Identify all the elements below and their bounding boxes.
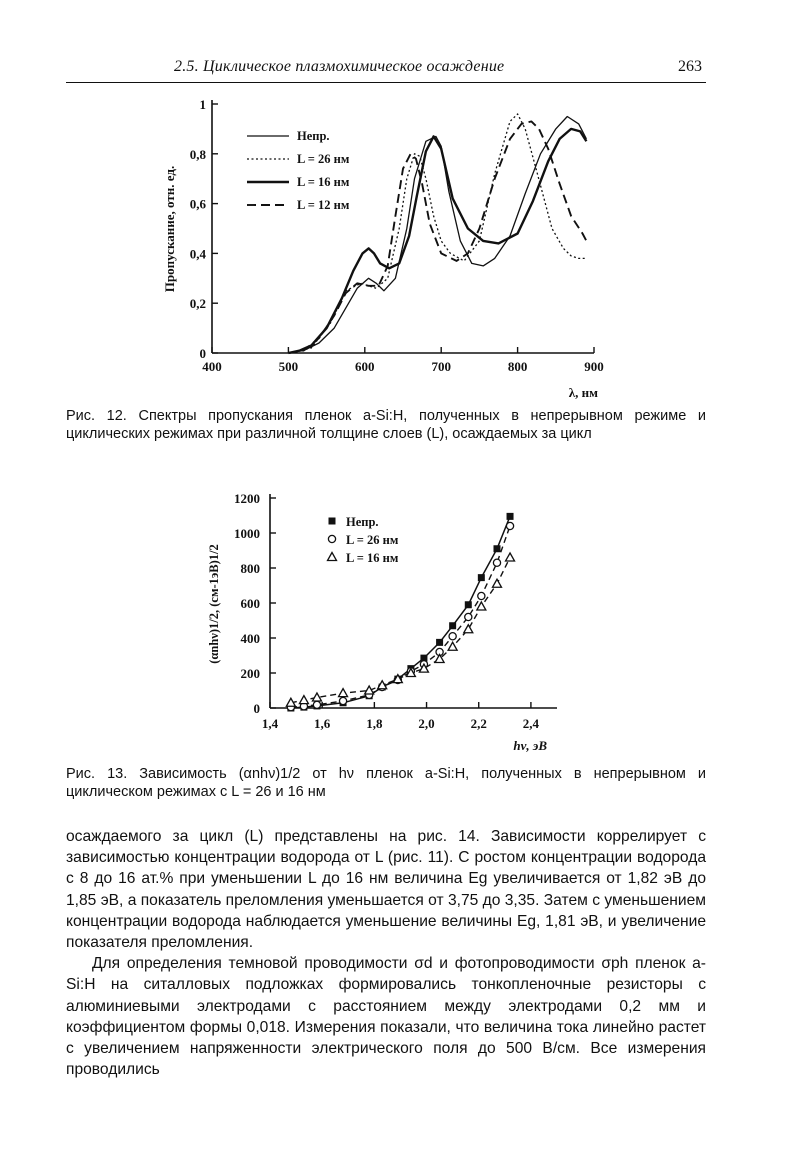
- y-tick-label: 600: [240, 596, 260, 611]
- x-axis-label: hν, эВ: [513, 738, 547, 753]
- legend-label-3: L = 16 нм: [297, 175, 350, 189]
- y-tick-label: 0,6: [189, 196, 206, 212]
- marker-l16: [477, 602, 486, 610]
- marker-l26: [339, 697, 346, 704]
- y-tick-label: 1: [199, 97, 206, 112]
- x-tick-label: 2,4: [522, 716, 540, 731]
- marker-nepr: [436, 639, 443, 646]
- x-axis-label: λ, нм: [568, 385, 598, 400]
- x-tick-label: 1,8: [366, 716, 383, 731]
- y-tick-label: 200: [240, 666, 260, 681]
- x-tick-label: 1,4: [261, 716, 279, 731]
- marker-l16: [365, 686, 374, 694]
- paragraph-1: осаждаемого за цикл (L) представлены на рис. 14. Зависимости коррелирует с зависимостью концентрации водорода от L (рис. 11). С ростом концентрации водорода с 8 до 16 ат.% при уменьшении L до 16 нм величина Eg увеличивается от 1,82 эВ до 1,85 эВ, а показатель преломления уменьшается от 3,75 до 3,35. Затем с уменьшением концентрации водорода наблюдается уменьшение величины Eg, 1,81 эВ, и увеличение показателя преломления.: [66, 828, 706, 952]
- x-tick-label: 500: [278, 359, 299, 374]
- legend-label-2: L = 26 нм: [346, 533, 399, 547]
- marker-l16: [506, 553, 515, 561]
- legend-marker: [329, 518, 336, 525]
- legend-label-4: L = 12 нм: [297, 198, 350, 212]
- x-tick-label: 400: [202, 359, 222, 374]
- transmission-spectra-chart: [0, 0, 802, 420]
- marker-l26: [465, 613, 472, 620]
- legend-label-1: Непр.: [346, 515, 379, 529]
- marker-nepr: [493, 545, 500, 552]
- figure-12-caption-text: Рис. 12. Спектры пропускания пленок a-Si:H, полученных в непрерывном режиме и циклических режимах при различной толщине слоев (L), осаждаемых за цикл: [66, 408, 706, 442]
- y-axis-label: (αnhν)1/2, (см-1эВ)1/2: [207, 544, 221, 664]
- marker-l26: [313, 701, 320, 708]
- y-tick-label: 800: [240, 561, 260, 576]
- x-tick-label: 900: [584, 359, 604, 374]
- x-tick-label: 2,0: [418, 716, 435, 731]
- legend-label-1: Непр.: [297, 129, 330, 143]
- figure-12-caption: [66, 408, 706, 443]
- page-number: 263: [678, 58, 702, 75]
- y-tick-label: 0,8: [189, 146, 206, 162]
- figure-13-caption: [66, 766, 706, 801]
- x-tick-label: 800: [507, 359, 528, 374]
- marker-l16: [464, 625, 473, 633]
- y-tick-label: 0,2: [189, 296, 206, 312]
- x-tick-label: 1,6: [314, 716, 331, 731]
- paragraph-2: Для определения темновой проводимости σd и фотопроводимости σph пленок a-Si:H на ситалловых подложках формировались тонкопленочные резисторы с алюминиевыми электродами с расстоянием между электродами 0,2 мм и коэффициентом формы 0,018. Измерения показали, что величина тока линейно растет с увеличением напряженности электрического поля до 500 В/см. Все измерения проводились: [66, 955, 706, 1079]
- x-tick-label: 600: [355, 359, 375, 374]
- marker-l26: [493, 559, 500, 566]
- marker-nepr: [449, 622, 456, 629]
- body-text: [66, 826, 706, 1080]
- marker-l26: [506, 522, 513, 529]
- marker-l16: [339, 689, 348, 697]
- y-tick-label: 1000: [234, 526, 260, 541]
- marker-l16: [312, 693, 321, 701]
- legend-label-3: L = 16 нм: [346, 551, 399, 565]
- figure-13-caption-text: Рис. 13. Зависимость (αnhν)1/2 от hν пленок a-Si:H, полученных в непрерывном и циклическом режимах с L = 26 и 16 нм: [66, 766, 706, 800]
- marker-l16: [492, 579, 501, 587]
- marker-nepr: [507, 513, 514, 520]
- y-tick-label: 0: [253, 701, 260, 716]
- marker-nepr: [478, 574, 485, 581]
- marker-nepr: [465, 601, 472, 608]
- legend-marker: [328, 553, 337, 561]
- tauc-plot-chart: [0, 476, 802, 776]
- marker-l16: [299, 696, 308, 704]
- legend-label-2: L = 26 нм: [297, 152, 350, 166]
- marker-l26: [449, 633, 456, 640]
- legend-marker: [328, 535, 335, 542]
- y-tick-label: 1200: [234, 491, 260, 506]
- x-tick-label: 700: [431, 359, 451, 374]
- running-title: 2.5. Циклическое плазмохимическое осаждение: [174, 58, 505, 75]
- y-axis-label: Пропускание, отн. ед.: [162, 165, 177, 293]
- marker-l16: [448, 642, 457, 650]
- y-tick-label: 0,4: [189, 246, 206, 262]
- y-tick-label: 400: [240, 631, 260, 646]
- y-tick-label: 0: [199, 346, 206, 361]
- x-tick-label: 2,2: [470, 716, 487, 731]
- marker-l26: [478, 592, 485, 599]
